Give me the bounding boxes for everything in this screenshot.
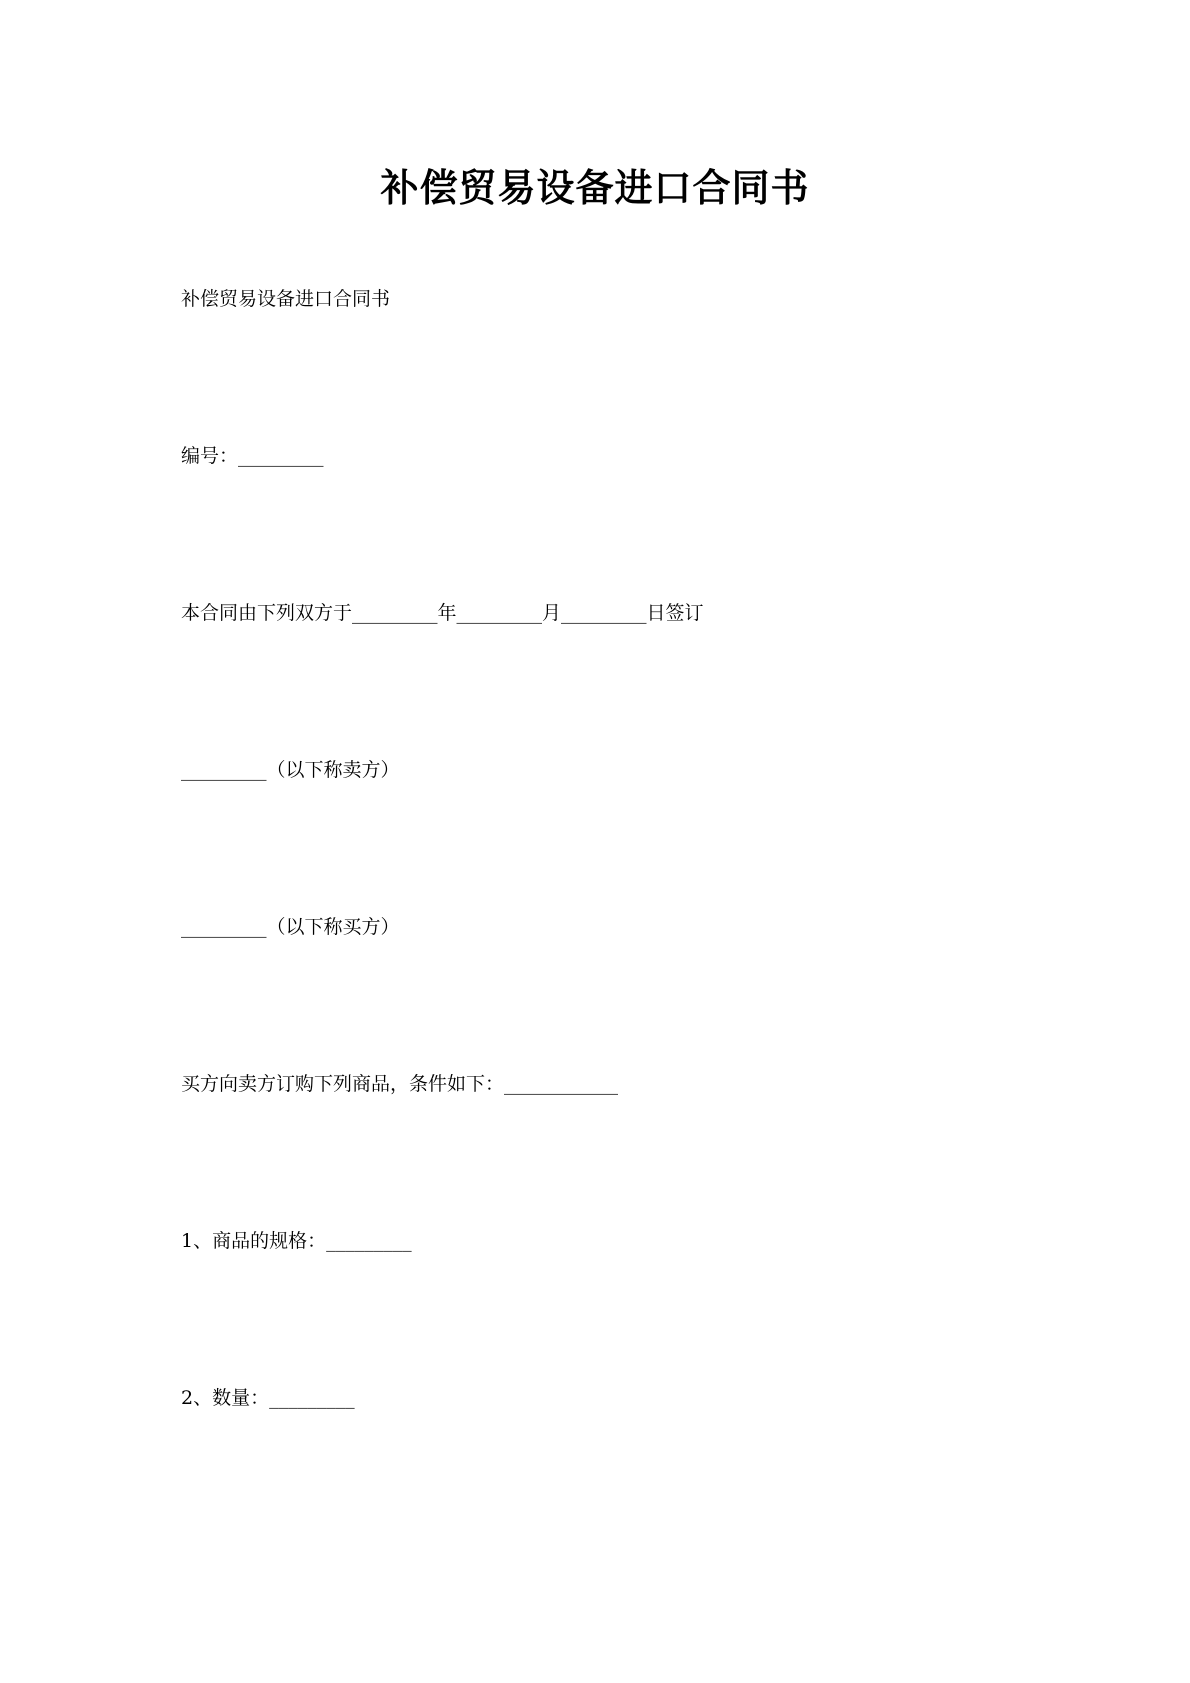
contract-number-label: 编号：: [181, 445, 239, 467]
order-terms-text: 买方向卖方订购下列商品，条件如下：: [181, 1073, 505, 1095]
contract-number-line: [181, 443, 324, 469]
document-subtitle: 补偿贸易设备进口合同书: [181, 288, 391, 310]
day-blank: _________: [561, 602, 647, 624]
month-blank: _________: [456, 602, 543, 624]
item-specification-line: [181, 1228, 412, 1254]
item-quantity-label: 2、数量：: [181, 1387, 270, 1409]
buyer-label: （以下称买方）: [266, 916, 400, 938]
buyer-line: [181, 914, 400, 940]
year-label: 年: [437, 602, 457, 624]
month-label: 月: [542, 602, 562, 624]
item-specification-blank: _________: [326, 1230, 412, 1252]
order-terms-line: [181, 1071, 618, 1097]
day-suffix: 日签订: [646, 602, 704, 624]
signing-date-line: [181, 600, 704, 626]
item-quantity-line: [181, 1385, 355, 1411]
contract-number-blank: _________: [238, 445, 324, 467]
item-specification-label: 1、商品的规格：: [181, 1230, 327, 1252]
document-title: 补偿贸易设备进口合同书: [380, 165, 810, 210]
signing-date-prefix: 本合同由下列双方于: [181, 602, 353, 624]
order-terms-blank: ____________: [504, 1073, 619, 1095]
seller-blank: _________: [181, 759, 267, 781]
item-quantity-blank: _________: [269, 1387, 355, 1409]
buyer-blank: _________: [181, 916, 267, 938]
seller-line: [181, 757, 400, 783]
year-blank: _________: [352, 602, 438, 624]
seller-label: （以下称卖方）: [266, 759, 400, 781]
